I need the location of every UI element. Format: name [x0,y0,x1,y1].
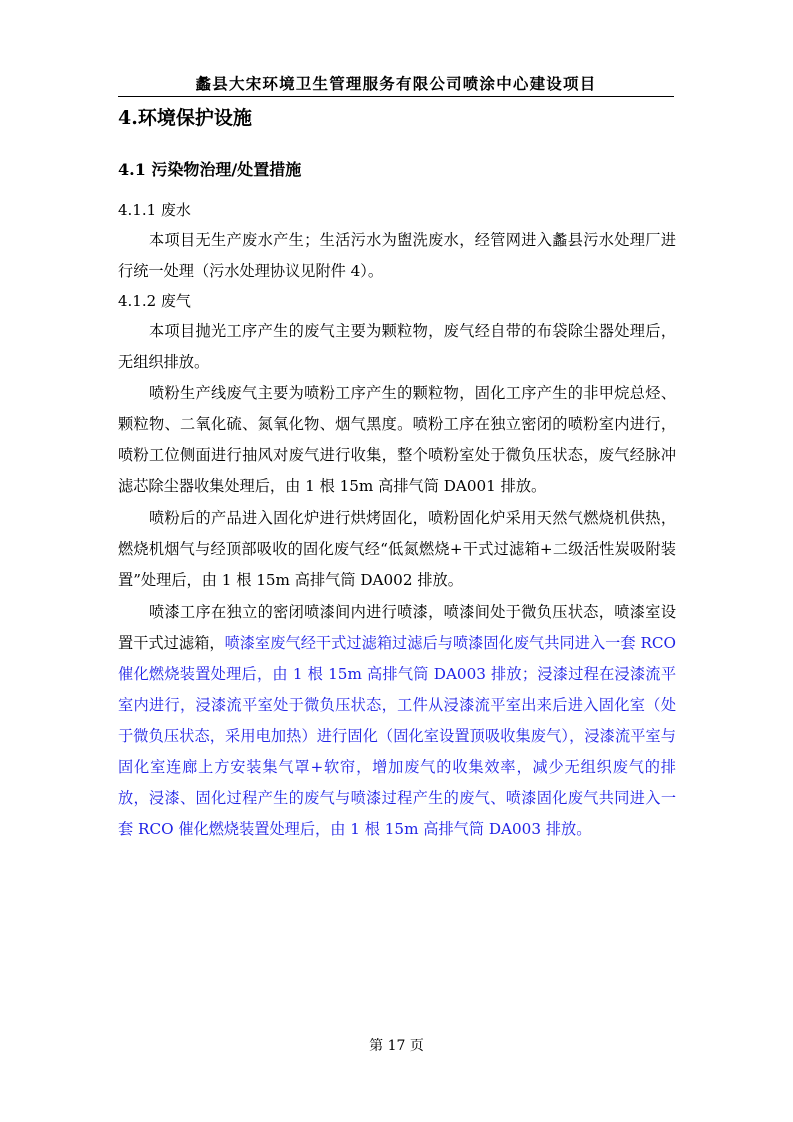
header-rule [118,96,674,97]
page-number: 17 [387,1038,406,1054]
wastewater-paragraph: 本项目无生产废水产生；生活污水为盥洗废水，经管网进入蠡县污水处理厂进行统一处理（污水处理协议见附件 4）。 [118,231,676,280]
section-title: 4.环境保护设施 [118,107,252,129]
spray-paint-highlight-text: 喷漆室废气经干式过滤箱过滤后与喷漆固化废气共同进入一套 RCO 催化燃烧装置处理后，由 1 根 15m 高排气筒 DA003 排放； [118,634,676,683]
exhaust-paragraph-polishing: 本项目抛光工序产生的废气主要为颗粒物，废气经自带的布袋除尘器处理后，无组织排放。 [118,322,676,371]
dip-paint-highlight-text: 浸漆过程在浸漆流平室内进行，浸漆流平室处于微负压状态，工件从浸漆流平室出来后进入固化室（处于微负压状态，采用电加热）进行固化（固化室设置顶吸收集废气），浸漆流平室与固化室连廊上方安装集气罩+软帘，增加废气的收集效率，减少无组织废气的排放，浸漆、固化过程产生的废气与喷漆过程产生的废气、喷漆固化废气共同进入一套 RCO 催化燃烧装置处理后，由 1 根 15m 高排气筒 DA003 排放。 [118,665,676,838]
subsection-title: 4.1 污染物治理/处置措施 [118,160,302,179]
document-header-title: 蠡县大宋环境卫生管理服务有限公司喷涂中心建设项目 [195,74,597,93]
exhaust-paragraph-curing-oven: 喷粉后的产品进入固化炉进行烘烤固化，喷粉固化炉采用天然气燃烧机供热，燃烧机烟气与经顶部吸收的固化废气经“低氮燃烧+干式过滤箱+二级活性炭吸附装置”处理后，由 1 根 15m 高排气筒 DA002 排放。 [118,509,676,589]
exhaust-paragraph-powder-coating: 喷粉生产线废气主要为喷粉工序产生的颗粒物，固化工序产生的非甲烷总烃、颗粒物、二氧化硫、氮氧化物、烟气黑度。喷粉工序在独立密闭的喷粉室内进行，喷粉工位侧面进行抽风对废气进行收集，整个喷粉室处于微负压状态，废气经脉冲滤芯除尘器收集处理后，由 1 根 15m 高排气筒 DA001 排放。 [118,384,676,495]
wastewater-heading: 4.1.1 废水 [118,201,191,219]
page-footer [0,1036,793,1056]
exhaust-paragraph-spray-painting [118,597,676,845]
exhaust-heading: 4.1.2 废气 [118,292,191,310]
page-prefix: 第 [369,1038,384,1054]
spray-paint-text: 喷漆工序在独立的密闭喷漆间内进行喷漆，喷漆间处于微负压状态，喷漆室设置干式过滤箱， [118,603,676,652]
page-suffix: 页 [409,1038,424,1054]
